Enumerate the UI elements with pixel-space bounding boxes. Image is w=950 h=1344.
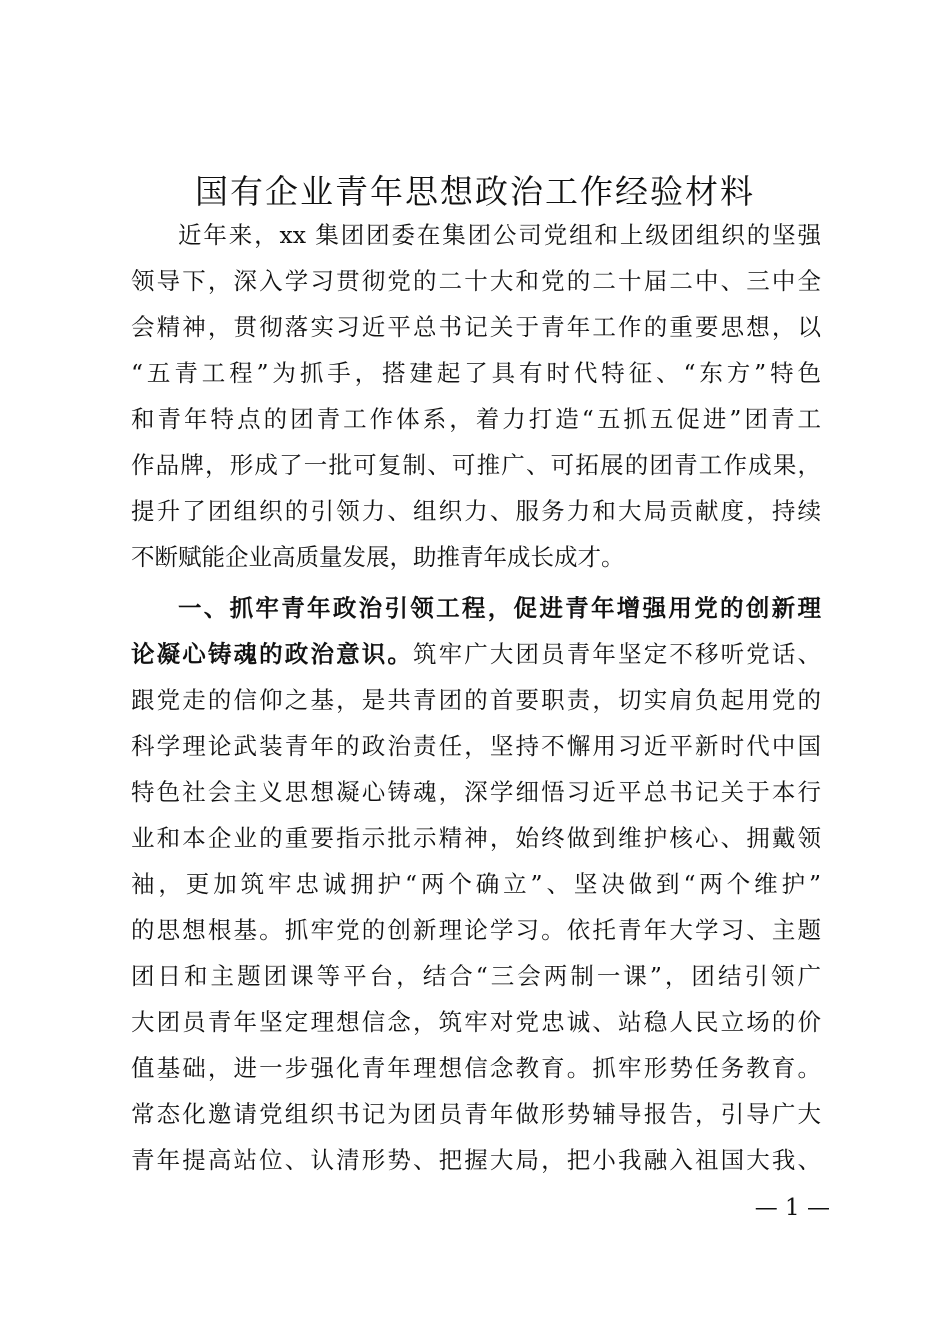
section-heading-end: 论凝心铸魂的政治意识。 xyxy=(131,640,413,668)
body-line: 特色社会主义思想凝心铸魂，深学细悟习近平总书记关于本行 xyxy=(131,778,821,806)
intro-line: 领导下，深入学习贯彻党的二十大和党的二十届二中、三中全 xyxy=(131,267,821,295)
document-title: 国有企业青年思想政治工作经验材料 xyxy=(195,172,755,211)
body-line: 常态化邀请党组织书记为团员青年做形势辅导报告，引导广大 xyxy=(131,1100,821,1128)
intro-line: “五青工程”为抓手，搭建起了具有时代特征、“东方”特色 xyxy=(131,359,821,387)
section-body-start: 筑牢广大团员青年坚定不移听党话、 xyxy=(412,640,822,668)
intro-line: 作品牌，形成了一批可复制、可推广、可拓展的团青工作成果， xyxy=(131,451,821,479)
intro-line: 和青年特点的团青工作体系，着力打造“五抓五促进”团青工 xyxy=(131,405,821,433)
body-line: 袖，更加筑牢忠诚拥护“两个确立”、坚决做到“两个维护” xyxy=(131,870,821,898)
intro-line: 会精神，贯彻落实习近平总书记关于青年工作的重要思想，以 xyxy=(131,313,821,341)
body-line: 业和本企业的重要指示批示精神，始终做到维护核心、拥戴领 xyxy=(131,824,821,852)
body-line: 跟党走的信仰之基，是共青团的首要职责，切实肩负起用党的 xyxy=(131,686,821,714)
section-heading: 一、抓牢青年政治引领工程，促进青年增强用党的创新理 xyxy=(178,594,821,622)
body-line: 的思想根基。抓牢党的创新理论学习。依托青年大学习、主题 xyxy=(131,916,821,944)
body-line: 值基础，进一步强化青年理想信念教育。抓牢形势任务教育。 xyxy=(131,1054,821,1082)
body-line: 团日和主题团课等平台，结合“三会两制一课”，团结引领广 xyxy=(131,962,821,990)
section-heading-line xyxy=(131,631,821,677)
intro-line: 近年来，xx 集团团委在集团公司党组和上级团组织的坚强 xyxy=(178,221,821,249)
page-number: — 1 — xyxy=(754,1195,830,1221)
body-line: 科学理论武装青年的政治责任，坚持不懈用习近平新时代中国 xyxy=(131,732,821,760)
body-line: 大团员青年坚定理想信念，筑牢对党忠诚、站稳人民立场的价 xyxy=(131,1008,821,1036)
body-line: 青年提高站位、认清形势、把握大局，把小我融入祖国大我、 xyxy=(131,1146,821,1174)
intro-line: 不断赋能企业高质量发展，助推青年成长成才。 xyxy=(131,543,625,571)
intro-line: 提升了团组织的引领力、组织力、服务力和大局贡献度，持续 xyxy=(131,497,821,525)
